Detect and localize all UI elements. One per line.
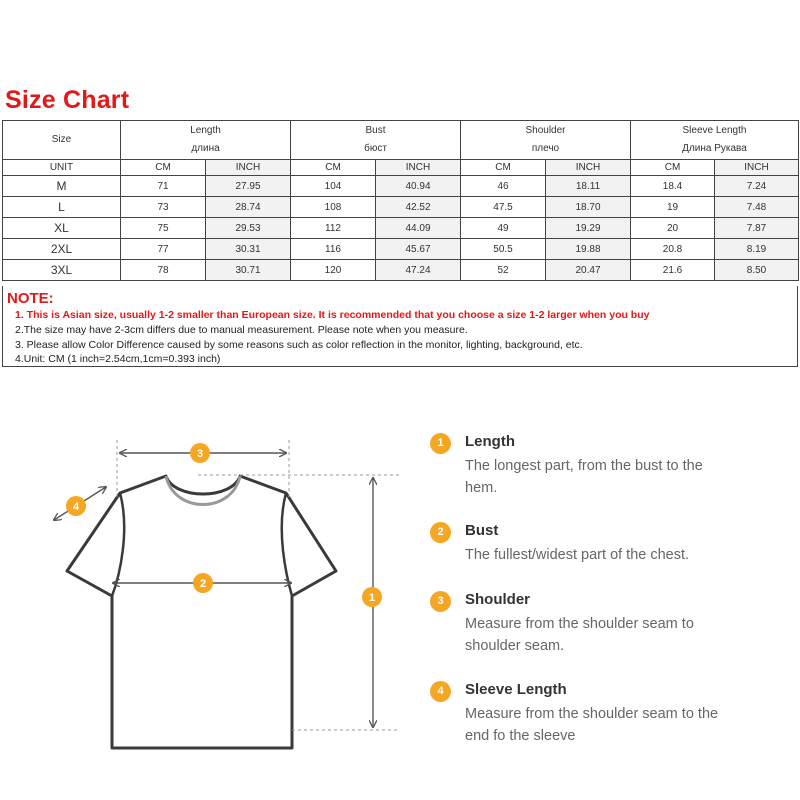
unit-cm: CM (121, 160, 206, 176)
cell-bust-cm: 112 (291, 218, 376, 239)
cell-shoulder-cm: 50.5 (461, 239, 546, 260)
cell-sleeve-cm: 21.6 (631, 260, 715, 281)
header-length-ru: длина (191, 143, 220, 154)
legend-badge: 4 (430, 681, 451, 702)
cell-shoulder-inch: 18.70 (546, 197, 631, 218)
table-row (3, 197, 799, 218)
note-item: 1. This is Asian size, usually 1-2 smaller than European size. It is recommended that you choose a size 1-2 larger when you buy (15, 309, 650, 321)
cell-length-cm: 77 (121, 239, 206, 260)
legend-badge: 2 (430, 522, 451, 543)
cell-length-cm: 78 (121, 260, 206, 281)
cell-sleeve-cm: 20 (631, 218, 715, 239)
cell-length-inch: 29.53 (206, 218, 291, 239)
marker-2 (193, 573, 213, 593)
cell-sleeve-inch: 8.19 (715, 239, 799, 260)
unit-inch: INCH (206, 160, 291, 176)
header-bust-ru: бюст (364, 143, 387, 154)
note-item: 2.The size may have 2-3cm differs due to manual measurement. Please note when you measure. (15, 324, 468, 336)
cell-bust-cm: 116 (291, 239, 376, 260)
cell-shoulder-inch: 18.11 (546, 176, 631, 197)
cell-length-inch: 30.71 (206, 260, 291, 281)
tshirt-diagram (0, 380, 420, 780)
header-size: Size (3, 121, 121, 160)
header-length (121, 121, 291, 160)
cell-size: XL (3, 218, 121, 239)
cell-sleeve-inch: 8.50 (715, 260, 799, 281)
table-row (3, 218, 799, 239)
unit-cm: CM (461, 160, 546, 176)
marker-3 (190, 443, 210, 463)
cell-bust-cm: 120 (291, 260, 376, 281)
note-item: 3. Please allow Color Difference caused by some reasons such as color reflection in the monitor, lighting, background, etc. (15, 339, 583, 351)
cell-bust-inch: 40.94 (376, 176, 461, 197)
legend-title: Bust (465, 522, 499, 539)
cell-shoulder-inch: 20.47 (546, 260, 631, 281)
cell-size: 2XL (3, 239, 121, 260)
legend-title: Sleeve Length (465, 681, 567, 698)
cell-bust-cm: 108 (291, 197, 376, 218)
unit-inch: INCH (546, 160, 631, 176)
cell-bust-cm: 104 (291, 176, 376, 197)
unit-row (3, 160, 799, 176)
table-row (3, 176, 799, 197)
cell-size: 3XL (3, 260, 121, 281)
marker-1-label: 1 (368, 592, 376, 604)
cell-shoulder-cm: 52 (461, 260, 546, 281)
cell-shoulder-inch: 19.29 (546, 218, 631, 239)
cell-length-cm: 75 (121, 218, 206, 239)
tshirt-outline (67, 476, 336, 748)
cell-bust-inch: 47.24 (376, 260, 461, 281)
note-item: 4.Unit: CM (1 inch=2.54cm,1cm=0.393 inch) (15, 353, 221, 365)
legend-desc: Measure from the shoulder seam to shoulder seam. (465, 616, 694, 654)
header-sleeve-en: Sleeve Length (682, 125, 747, 136)
header-sleeve-ru: Длина Рукава (682, 143, 747, 154)
sleeve-seam-left (112, 493, 124, 596)
legend-desc: Measure from the shoulder seam to the end fo the sleeve (465, 706, 719, 744)
cell-sleeve-cm: 18.4 (631, 176, 715, 197)
unit-inch: INCH (715, 160, 799, 176)
size-chart-title: Size Chart (5, 86, 130, 114)
legend-title: Length (465, 433, 515, 450)
cell-length-cm: 71 (121, 176, 206, 197)
table-row (3, 239, 799, 260)
marker-4 (66, 496, 86, 516)
notes-title: NOTE: (7, 290, 54, 307)
marker-4-label: 4 (72, 501, 80, 513)
cell-length-cm: 73 (121, 197, 206, 218)
unit-cm: CM (291, 160, 376, 176)
legend-badge: 1 (430, 433, 451, 454)
header-bust (291, 121, 461, 160)
legend-title: Shoulder (465, 591, 531, 608)
cell-size: L (3, 197, 121, 218)
cell-bust-inch: 45.67 (376, 239, 461, 260)
cell-sleeve-inch: 7.48 (715, 197, 799, 218)
cell-sleeve-inch: 7.24 (715, 176, 799, 197)
cell-bust-inch: 44.09 (376, 218, 461, 239)
cell-sleeve-cm: 20.8 (631, 239, 715, 260)
tshirt-collar (166, 476, 240, 505)
header-shoulder-en: Shoulder (525, 125, 566, 136)
cell-shoulder-cm: 46 (461, 176, 546, 197)
notes-box (2, 286, 798, 367)
marker-1 (362, 587, 382, 607)
unit-label: UNIT (3, 160, 121, 176)
header-sleeve (631, 121, 799, 160)
cell-shoulder-cm: 47.5 (461, 197, 546, 218)
cell-bust-inch: 42.52 (376, 197, 461, 218)
table-row (3, 260, 799, 281)
marker-2-label: 2 (199, 578, 207, 590)
marker-3-label: 3 (196, 448, 204, 460)
legend-desc: The fullest/widest part of the chest. (465, 547, 690, 563)
cell-sleeve-cm: 19 (631, 197, 715, 218)
cell-length-inch: 30.31 (206, 239, 291, 260)
header-shoulder (461, 121, 631, 160)
cell-sleeve-inch: 7.87 (715, 218, 799, 239)
header-shoulder-ru: плечо (531, 143, 560, 154)
unit-cm: CM (631, 160, 715, 176)
sleeve-seam-right (282, 493, 292, 596)
unit-inch: INCH (376, 160, 461, 176)
cell-shoulder-inch: 19.88 (546, 239, 631, 260)
cell-length-inch: 28.74 (206, 197, 291, 218)
table-header-row (3, 121, 799, 160)
cell-length-inch: 27.95 (206, 176, 291, 197)
cell-size: M (3, 176, 121, 197)
header-bust-en: Bust (365, 125, 386, 136)
header-length-en: Length (190, 125, 221, 136)
size-chart-table (2, 120, 799, 281)
legend-desc: The longest part, from the bust to the hem. (465, 458, 703, 496)
cell-shoulder-cm: 49 (461, 218, 546, 239)
legend-badge: 3 (430, 591, 451, 612)
